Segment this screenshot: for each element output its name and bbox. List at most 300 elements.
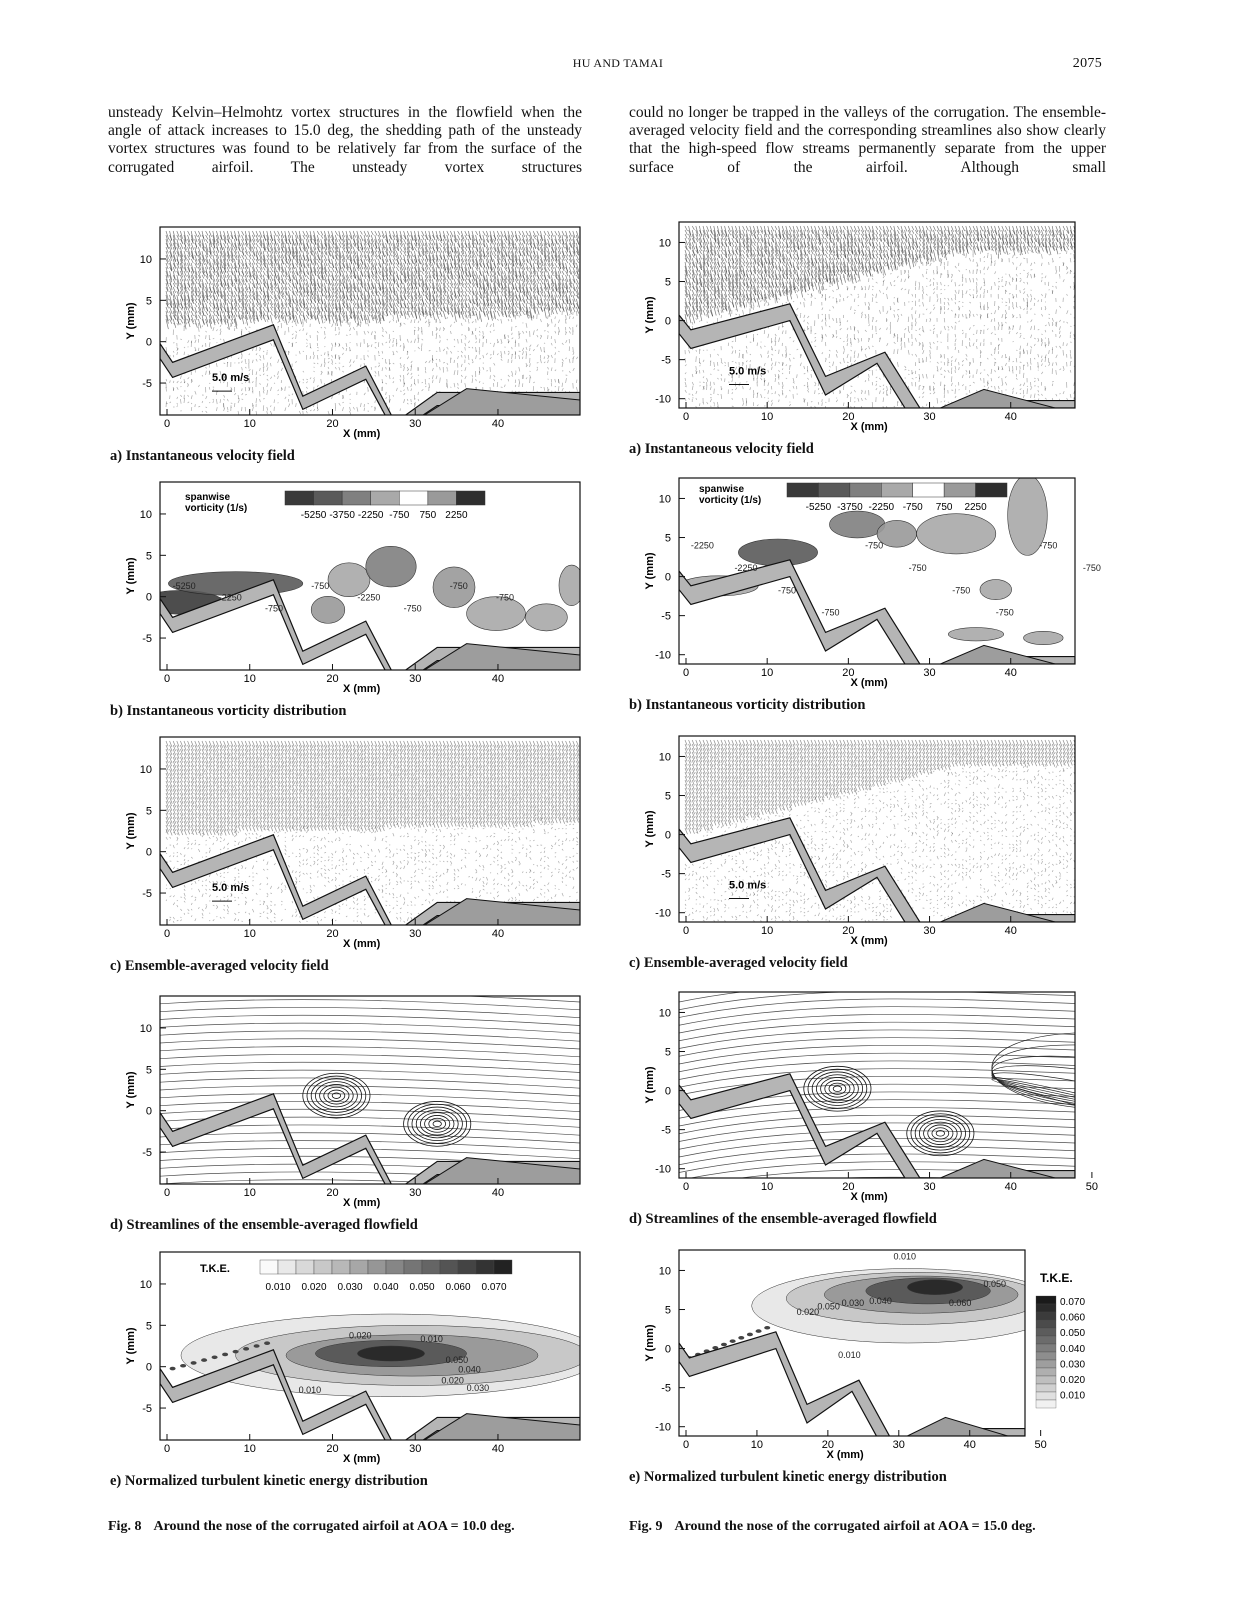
y-tick-label: -10 [655, 649, 671, 662]
legend-level: 750 [419, 510, 437, 521]
tke-legend-swatch [260, 1260, 278, 1274]
x-tick-label: 40 [1004, 411, 1017, 423]
fig9-vorticity-blob [980, 580, 1012, 600]
fig8-tke-blob [264, 1341, 270, 1345]
fig8-tke-blob [191, 1361, 197, 1365]
y-tick-label: 5 [664, 790, 671, 803]
y-tick-label: 5 [664, 1046, 671, 1059]
fig8-vortex-core [404, 1101, 471, 1146]
x-tick-label: 10 [761, 411, 774, 423]
x-tick-label: 10 [761, 667, 774, 679]
fig8-panel-c [125, 737, 580, 950]
y-axis-label: Y (mm) [125, 812, 137, 850]
y-tick-label: 10 [658, 237, 671, 250]
x-tick-label: 20 [326, 928, 339, 940]
tke-legend-title: T.K.E. [1040, 1271, 1073, 1285]
fig8-panel-a [125, 227, 580, 440]
fig9-panel-c [644, 736, 1075, 947]
y-tick-label: -5 [661, 1382, 671, 1395]
fig9-plot-c [644, 736, 1075, 947]
tke-legend-level: 0.050 [1060, 1328, 1086, 1340]
x-axis-label: X (mm) [342, 683, 381, 695]
fig8-vorticity-label: -750 [403, 603, 422, 614]
y-axis-label: Y (mm) [125, 302, 137, 340]
fig9-vorticity-label: -750 [778, 585, 797, 596]
fig8-tke-blob [233, 1350, 239, 1354]
tke-legend-swatch [422, 1260, 440, 1274]
fig8-plot-c [125, 737, 580, 950]
fig8-tke-blob [201, 1358, 207, 1362]
x-tick-label: 10 [243, 418, 256, 430]
y-tick-label: -10 [655, 907, 671, 920]
fig8-vorticity-legend [185, 491, 485, 521]
fig8-vorticity-label: -5250 [172, 581, 196, 592]
legend-swatch [314, 491, 343, 505]
fig8-vortex-core [320, 1084, 354, 1106]
x-tick-label: 40 [963, 1439, 976, 1451]
x-tick-label: 30 [409, 928, 422, 940]
tke-legend-swatch [278, 1260, 296, 1274]
fig8-tke-label: 0.020 [441, 1375, 464, 1386]
legend-swatch [285, 491, 314, 505]
fig8-tke-label: 0.010 [298, 1385, 322, 1395]
tke-legend-swatch [476, 1260, 494, 1274]
tke-legend-swatch [1036, 1312, 1056, 1320]
tke-legend-level: 0.070 [1060, 1297, 1086, 1308]
x-tick-label: 0 [163, 928, 171, 940]
y-axis-label: Y (mm) [644, 552, 656, 590]
fig9-caption-a: a) Instantaneous velocity field [629, 441, 814, 457]
fig9-tke-label: 0.020 [796, 1307, 820, 1318]
fig9-vorticity-blob [829, 511, 884, 538]
y-tick-label: 10 [658, 751, 671, 764]
fig9-tke-label: 0.010 [893, 1251, 917, 1262]
fig9-vorticity-label: -750 [865, 540, 884, 551]
fig8-b-field [139, 546, 584, 689]
fig9-airfoil-trailing [907, 1417, 1007, 1436]
y-tick-label: 10 [139, 763, 152, 776]
fig9-vorticity-label: -750 [1039, 540, 1058, 551]
tke-legend-swatch [296, 1260, 314, 1274]
fig9-vorticity-blob [1024, 631, 1064, 644]
x-axis-label: X (mm) [850, 1191, 888, 1203]
legend-swatch [787, 483, 818, 497]
tke-legend-level: 0.060 [1060, 1312, 1086, 1324]
fig9-airfoil-trailing [940, 389, 1055, 408]
tke-legend-level: 0.050 [409, 1282, 435, 1293]
fig9-tke-legend [1036, 1266, 1106, 1416]
y-tick-label: 10 [658, 1007, 671, 1020]
fig8-vorticity-blob [311, 596, 345, 623]
fig9-a-frame [679, 222, 1075, 408]
y-tick-label: -5 [142, 378, 152, 391]
x-tick-label: 0 [163, 1187, 171, 1199]
x-tick-label: 30 [923, 1181, 936, 1193]
legend-swatch [944, 483, 975, 497]
fig8-caption-b: b) Instantaneous vorticity distribution [110, 703, 347, 719]
legend-swatch [818, 483, 849, 497]
y-tick-label: 0 [145, 591, 152, 604]
vector-scale-label: 5.0 m/s [212, 372, 250, 385]
legend-swatch [913, 483, 944, 497]
fig9-vortex-core [816, 1075, 858, 1103]
y-tick-label: -10 [655, 393, 671, 406]
fig9-vorticity-blob [948, 628, 1003, 641]
fig8-vortex-core [311, 1079, 361, 1113]
tke-legend-swatch [1036, 1336, 1056, 1344]
fig8-tke-label: 0.010 [420, 1334, 443, 1345]
tke-legend-level: 0.040 [373, 1282, 399, 1293]
fig8-e-field [160, 1314, 601, 1459]
tke-legend-swatch [1036, 1392, 1056, 1400]
fig9-vorticity-label: -2250 [734, 563, 758, 573]
tke-legend-swatch [1036, 1304, 1056, 1312]
fig9-tke-label: 0.050 [817, 1301, 840, 1312]
x-tick-label: 10 [243, 1187, 256, 1199]
x-axis-label: X (mm) [850, 677, 888, 689]
legend-title-line2: vorticity (1/s) [185, 503, 248, 514]
fig8-vorticity-label: -750 [449, 581, 468, 592]
fig8-plot-a [125, 227, 580, 440]
fig8-tke-legend [200, 1260, 512, 1293]
fig8-caption-d: d) Streamlines of the ensemble-averaged flowfield [110, 1217, 418, 1233]
legend-swatch [399, 491, 428, 505]
y-tick-label: -5 [142, 888, 152, 901]
fig8-tke-blob [243, 1347, 249, 1351]
y-tick-label: 0 [145, 846, 152, 859]
body-text-right: could no longer be trapped in the valleys of the corrugation. The ensemble-averaged velocity field and the corresponding streamlines also show clearly that the high-speed flow streams permanently separate from the upper surface of the airfoil. Although small [629, 104, 1106, 176]
fig8-caption-c: c) Ensemble-averaged velocity field [110, 958, 329, 974]
y-tick-label: 0 [145, 1105, 152, 1118]
x-tick-label: 0 [163, 1443, 171, 1455]
fig9-tke-blob [747, 1333, 753, 1337]
x-tick-label: 30 [409, 1187, 422, 1199]
figure-8-caption [108, 1519, 515, 1535]
x-tick-label: 20 [842, 925, 855, 937]
legend-level: -750 [389, 510, 410, 521]
fig9-vorticity-blob [738, 539, 817, 566]
fig9-tke-blob [721, 1343, 727, 1347]
fig8-vorticity-label: -2250 [357, 592, 381, 603]
x-tick-label: 10 [761, 1181, 774, 1193]
fig8-d-field [160, 992, 580, 1203]
fig8-tke-label: 0.030 [466, 1383, 490, 1394]
x-tick-label: 20 [326, 673, 339, 685]
fig9-vortex-core [907, 1111, 974, 1156]
fig9-vortex-core [833, 1086, 841, 1092]
fig9-plot-a [644, 222, 1075, 433]
legend-swatch [850, 483, 881, 497]
fig9-vortex-core [932, 1128, 949, 1139]
tke-legend-swatch [404, 1260, 422, 1274]
x-tick-label: 50 [1034, 1439, 1047, 1451]
tke-legend-swatch [1036, 1328, 1056, 1336]
x-tick-label: 0 [682, 1439, 690, 1451]
y-tick-label: 5 [145, 805, 152, 818]
vector-scale-label: 5.0 m/s [212, 882, 250, 895]
fig9-tke-label: 0.040 [869, 1295, 892, 1306]
x-tick-label: 10 [243, 928, 256, 940]
y-tick-label: -5 [661, 1124, 671, 1137]
fig8-tke-label: 0.050 [445, 1354, 469, 1365]
tke-legend-swatch [386, 1260, 404, 1274]
tke-legend-swatch [350, 1260, 368, 1274]
fig9-vorticity-label: -750 [952, 585, 971, 596]
legend-swatch [342, 491, 371, 505]
fig8-tke-blob [170, 1367, 176, 1371]
x-tick-label: 30 [409, 418, 422, 430]
tke-legend-level: 0.020 [301, 1282, 327, 1293]
fig9-c-field [679, 740, 1076, 941]
y-tick-label: 0 [664, 1085, 671, 1098]
fig8-vorticity-label: -750 [496, 592, 515, 603]
x-tick-label: 30 [409, 1443, 422, 1455]
fig8-caption-a: a) Instantaneous velocity field [110, 448, 295, 464]
x-tick-label: 40 [491, 418, 505, 430]
x-tick-label: 20 [326, 1443, 339, 1455]
x-tick-label: 0 [682, 411, 690, 423]
y-tick-label: 10 [658, 1265, 671, 1278]
fig8-plot-e [125, 1252, 580, 1465]
y-tick-label: 10 [658, 493, 671, 506]
fig8-panel-e [125, 1252, 580, 1465]
x-tick-label: 0 [163, 418, 171, 430]
x-tick-label: 20 [842, 1181, 855, 1193]
x-tick-label: 30 [923, 411, 936, 423]
y-axis-label: Y (mm) [644, 1066, 656, 1104]
y-tick-label: -5 [142, 1403, 152, 1416]
y-tick-label: 5 [145, 295, 152, 308]
x-axis-label: X (mm) [342, 1453, 381, 1465]
y-tick-label: -5 [661, 354, 671, 367]
x-tick-label: 0 [682, 1181, 690, 1193]
fig9-tke-blob [738, 1336, 744, 1340]
fig9-vortex-core [821, 1078, 855, 1100]
x-tick-label: 0 [163, 673, 171, 685]
fig8-vorticity-label: -750 [265, 603, 284, 614]
fig9-vorticity-label: -750 [908, 563, 927, 573]
tke-legend-swatch [1036, 1296, 1056, 1304]
x-tick-label: 0 [682, 667, 690, 679]
fig8-tke-blob [180, 1364, 186, 1368]
tke-legend-swatch [1036, 1360, 1056, 1368]
x-axis-label: X (mm) [342, 1197, 381, 1209]
tke-legend-level: 0.030 [337, 1282, 363, 1293]
fig8-vortex-core [416, 1110, 458, 1138]
legend-level: 750 [935, 502, 953, 513]
x-tick-label: 10 [243, 1443, 256, 1455]
fig9-a-field [679, 226, 1076, 427]
fig9-tke-label: 0.030 [841, 1297, 865, 1308]
x-tick-label: 10 [243, 673, 256, 685]
x-axis-label: X (mm) [850, 421, 888, 433]
x-tick-label: 20 [326, 418, 339, 430]
legend-level: -5250 [300, 510, 327, 521]
fig9-panel-b [644, 478, 1101, 689]
y-tick-label: 0 [664, 315, 671, 328]
x-tick-label: 40 [491, 1443, 505, 1455]
tke-legend-swatch [1036, 1344, 1056, 1352]
fig9-tke-contour [907, 1280, 962, 1295]
x-axis-label: X (mm) [342, 938, 381, 950]
fig9-tke-label: 0.060 [948, 1297, 972, 1308]
legend-level: -3750 [329, 510, 355, 521]
fig8-tke-contour [357, 1346, 424, 1361]
y-tick-label: 10 [139, 1278, 152, 1291]
fig9-panel-e [644, 1250, 1047, 1461]
y-tick-label: -5 [661, 610, 671, 623]
fig8-vortex-core [420, 1113, 454, 1135]
x-tick-label: 30 [923, 925, 936, 937]
x-tick-label: 40 [491, 673, 505, 685]
x-tick-label: 40 [1004, 667, 1017, 679]
fig8-panel-d [125, 996, 580, 1209]
legend-level: -5250 [805, 502, 832, 513]
x-tick-label: 10 [761, 925, 774, 937]
y-tick-label: -5 [142, 633, 152, 646]
fig8-plot-b [125, 482, 580, 695]
fig9-vortex-core [924, 1122, 958, 1144]
fig9-vortex-core [804, 1066, 871, 1111]
legend-level: -2250 [357, 510, 384, 521]
fig9-tke-blob [730, 1339, 736, 1343]
x-tick-label: 40 [1004, 925, 1017, 937]
tke-legend-level: 0.010 [265, 1282, 291, 1293]
y-tick-label: 10 [139, 253, 152, 266]
fig8-vorticity-label: -2250 [218, 592, 242, 603]
y-tick-label: 5 [145, 1064, 152, 1077]
fig9-vorticity-legend [699, 483, 1007, 513]
x-tick-label: 40 [491, 1187, 505, 1199]
y-axis-label: Y (mm) [644, 296, 656, 334]
fig9-d-field [679, 983, 1075, 1196]
figure-9-text: Around the nose of the corrugated airfoil at AOA = 15.0 deg. [674, 1519, 1036, 1534]
tke-legend-swatch [368, 1260, 386, 1274]
y-tick-label: 0 [145, 336, 152, 349]
fig8-panel-b [125, 482, 580, 695]
legend-level: 2250 [964, 502, 987, 513]
fig9-vorticity-label: -2250 [690, 540, 714, 551]
tke-legend-level: 0.030 [1060, 1359, 1086, 1371]
tke-legend-swatch [458, 1260, 476, 1274]
fig8-vorticity-blob [525, 604, 567, 631]
fig8-vortex-core [433, 1121, 441, 1127]
legend-swatch [371, 491, 400, 505]
tke-legend-swatch [1036, 1376, 1056, 1384]
x-axis-label: X (mm) [850, 935, 888, 947]
y-tick-label: -10 [655, 1421, 671, 1434]
tke-legend-swatch [1036, 1400, 1056, 1408]
x-tick-label: 30 [923, 667, 936, 679]
y-tick-label: 0 [145, 1361, 152, 1374]
fig9-vorticity-label: -750 [821, 607, 840, 618]
fig8-c-field [160, 741, 580, 944]
legend-swatch [428, 491, 457, 505]
figure-8-number: Fig. 8 [108, 1519, 142, 1534]
fig9-caption-b: b) Instantaneous vorticity distribution [629, 697, 866, 713]
y-tick-label: 0 [664, 829, 671, 842]
fig9-panel-a [644, 222, 1075, 433]
x-tick-label: 40 [491, 928, 505, 940]
fig9-panel-d [644, 992, 1099, 1203]
fig9-airfoil-trailing [940, 1159, 1055, 1178]
figure-9-caption [629, 1519, 1036, 1535]
page-number: 2075 [1072, 56, 1102, 71]
tke-legend-swatch [1036, 1368, 1056, 1376]
y-tick-label: 0 [664, 571, 671, 584]
y-axis-label: Y (mm) [644, 810, 656, 848]
running-head-title: HU AND TAMAI [572, 56, 664, 70]
fig9-tke-legend-panel [1036, 1266, 1106, 1416]
tke-legend-swatch [332, 1260, 350, 1274]
y-axis-label: Y (mm) [644, 1324, 656, 1362]
x-tick-label: 0 [682, 925, 690, 937]
fig8-plot-d [125, 996, 580, 1209]
fig8-tke-blob [222, 1353, 228, 1357]
fig8-tke-blob [212, 1355, 218, 1359]
tke-legend-level: 0.010 [1060, 1390, 1086, 1402]
fig9-vorticity-blob [917, 514, 996, 554]
y-axis-label: Y (mm) [125, 557, 137, 595]
y-axis-label: Y (mm) [125, 1327, 137, 1365]
legend-swatch [976, 483, 1007, 497]
fig9-vorticity-label: -750 [995, 607, 1014, 618]
y-tick-label: -10 [655, 1163, 671, 1176]
y-tick-label: 10 [139, 1022, 152, 1035]
fig9-vorticity-label: -750 [1082, 563, 1101, 573]
figure-9-number: Fig. 9 [629, 1519, 663, 1534]
x-tick-label: 40 [1004, 1181, 1017, 1193]
y-tick-label: 5 [664, 1304, 671, 1317]
tke-legend-swatch [1036, 1320, 1056, 1328]
x-tick-label: 20 [326, 1187, 339, 1199]
legend-title-line1: spanwise [699, 484, 745, 495]
fig8-vortex-core [328, 1090, 345, 1101]
y-axis-label: Y (mm) [125, 1071, 137, 1109]
y-tick-label: 5 [145, 1320, 152, 1333]
fig9-tke-blob [756, 1329, 762, 1333]
tke-legend-swatch [494, 1260, 512, 1274]
fig8-vorticity-blob [366, 546, 416, 587]
x-tick-label: 50 [1085, 1181, 1099, 1193]
y-tick-label: 5 [664, 532, 671, 545]
fig9-tke-blob [764, 1326, 770, 1330]
tke-legend-level: 0.070 [481, 1282, 507, 1293]
fig9-vortex-core [915, 1117, 965, 1151]
y-tick-label: -5 [142, 1147, 152, 1160]
x-tick-label: 20 [842, 411, 855, 423]
fig9-caption-d: d) Streamlines of the ensemble-averaged flowfield [629, 1211, 937, 1227]
tke-legend-title: T.K.E. [200, 1263, 230, 1275]
tke-legend-swatch [1036, 1352, 1056, 1360]
fig8-vortex-core [303, 1073, 370, 1118]
tke-legend-level: 0.020 [1060, 1375, 1086, 1386]
fig9-tke-label: 0.050 [983, 1279, 1007, 1290]
x-tick-label: 30 [892, 1439, 905, 1451]
x-tick-label: 20 [821, 1439, 834, 1451]
tke-legend-level: 0.040 [1060, 1343, 1086, 1355]
y-tick-label: 5 [664, 276, 671, 289]
legend-swatch [881, 483, 912, 497]
tke-legend-level: 0.060 [445, 1282, 471, 1293]
y-tick-label: 5 [145, 550, 152, 563]
fig8-tke-blob [254, 1344, 260, 1348]
fig9-plot-b [644, 478, 1101, 689]
fig9-airfoil-trailing [940, 645, 1055, 664]
y-tick-label: 10 [139, 508, 152, 521]
legend-level: 2250 [445, 510, 468, 521]
tke-legend-swatch [440, 1260, 458, 1274]
